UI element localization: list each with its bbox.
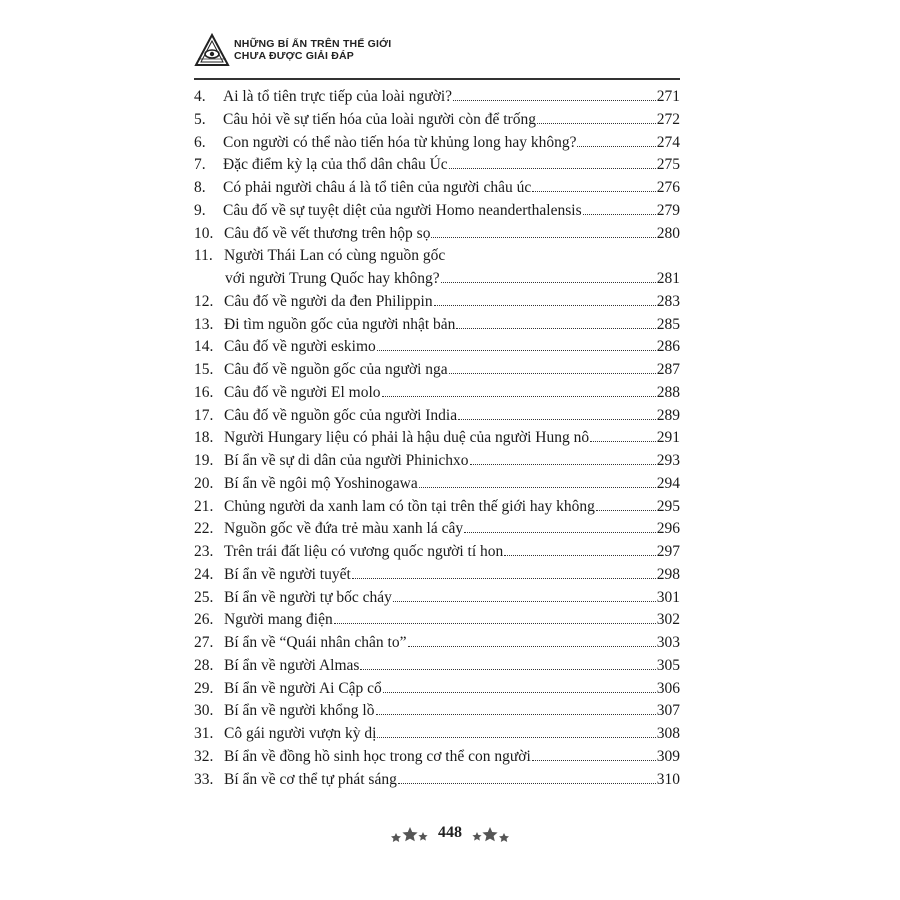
toc-entry: [194, 723, 680, 746]
toc-entry: [194, 655, 680, 678]
toc-entry-title: Câu đố về vết thương trên hộp sọ: [224, 224, 431, 242]
dot-leader: [449, 167, 656, 169]
toc-entry-title: Con người có thể nào tiến hóa từ khủng long hay không?: [223, 133, 577, 151]
toc-entry-title: Đặc điểm kỳ lạ của thổ dân châu Úc: [223, 156, 448, 174]
toc-entry-number: 23.: [194, 543, 214, 560]
toc-entry-page: 291: [656, 429, 680, 447]
dot-leader: [596, 509, 656, 511]
toc-entry: [194, 450, 680, 473]
toc-entry-title: Người Hungary liệu có phải là hậu duệ của người Hung nô: [224, 429, 590, 447]
toc-entry-title: Câu đố về người El molo: [224, 383, 381, 401]
toc-entry-number: 28.: [194, 656, 214, 674]
toc-entry-title: Nguồn gốc về đứa trẻ màu xanh lá cây: [224, 520, 464, 538]
toc-entry-number: 9.: [194, 201, 206, 219]
toc-entry-page: 295: [656, 497, 680, 515]
toc-entry-number: 27.: [194, 634, 214, 651]
toc-entry-number: 7.: [194, 156, 206, 174]
toc-entry-title: Bí ẩn về người Ai Cập cổ: [224, 679, 382, 697]
toc-entry: [194, 132, 680, 155]
toc-entry-title: Bí ẩn về sự di dân của người Phinichxo: [224, 452, 469, 469]
dot-leader: [453, 99, 656, 101]
toc-entry-title: Bí ẩn về người tự bốc cháy: [224, 588, 392, 606]
toc-entry-number: 24.: [194, 565, 214, 583]
star-cluster-icon: [390, 824, 430, 842]
toc-entry: [194, 496, 680, 519]
toc-entry-title: Ai là tổ tiên trực tiếp của loài người?: [223, 88, 453, 105]
toc-entry: [194, 587, 680, 610]
toc-entry: [194, 564, 680, 587]
toc-entry-title: Câu hỏi về sự tiến hóa của loài người còn để trống: [223, 110, 536, 128]
toc-entry-number: 33.: [194, 770, 214, 788]
toc-entry-title: Bí ẩn về đồng hồ sinh học trong cơ thể con người: [224, 747, 531, 765]
dot-leader: [449, 372, 656, 374]
toc-entry-number: 31.: [194, 725, 214, 742]
toc-entry-title: Câu đố về người eskimo: [224, 338, 376, 356]
toc-entry-page: 287: [656, 361, 680, 378]
dot-leader: [360, 668, 655, 670]
dot-leader: [441, 281, 656, 283]
toc-entry-page: 296: [656, 520, 680, 538]
toc-entry: [194, 632, 680, 655]
dot-leader: [408, 645, 656, 647]
toc-entry-page: 283: [656, 292, 680, 310]
toc-entry-page: 297: [656, 543, 680, 560]
toc-entry-number: 32.: [194, 747, 214, 765]
toc-entry-title: Cô gái người vượn kỳ dị: [224, 725, 377, 742]
toc-entry-number: 8.: [194, 179, 206, 196]
toc-entry-title: Bí ẩn về người tuyết: [224, 565, 351, 583]
toc-entry-title: Bí ẩn về cơ thể tự phát sáng: [224, 770, 397, 788]
toc-entry-number: 20.: [194, 474, 214, 492]
toc-entry-number: 6.: [194, 133, 206, 151]
dot-leader: [352, 577, 656, 579]
dot-leader: [383, 691, 656, 693]
dot-leader: [382, 395, 656, 397]
toc-entry: [194, 518, 680, 541]
toc-entry: [194, 382, 680, 405]
dot-leader: [532, 190, 656, 192]
toc-entry-page: 276: [656, 179, 680, 196]
toc-entry-number: 13.: [194, 315, 214, 333]
toc-entry-title: Người mang điện: [224, 611, 333, 629]
toc-entry-title: Có phải người châu á là tổ tiên của người châu úc: [223, 179, 532, 196]
toc-entry-page: 303: [656, 634, 680, 651]
toc-entry: [194, 200, 680, 223]
toc-entry: [194, 769, 680, 792]
toc-entry-page: 275: [656, 156, 680, 174]
toc-entry-number: 19.: [194, 452, 214, 469]
toc-entry-page: 306: [656, 679, 680, 697]
toc-entry: [194, 746, 680, 769]
toc-entry-page: 293: [656, 452, 680, 469]
dot-leader: [434, 304, 656, 306]
toc-entry: [194, 314, 680, 337]
toc-entry-page: 279: [656, 201, 680, 219]
toc-entry-page: 285: [656, 315, 680, 333]
book-title-line2: CHƯA ĐƯỢC GIẢI ĐÁP: [234, 50, 355, 62]
toc-entry: [194, 678, 680, 701]
toc-entry-title: Câu đố về sự tuyệt diệt của người Homo neanderthalensis: [223, 201, 582, 219]
book-title-line1: NHỮNG BÍ ẨN TRÊN THẾ GIỚI: [234, 38, 392, 50]
toc-entry: [194, 154, 680, 177]
dot-leader: [464, 531, 656, 533]
book-title: [234, 38, 391, 62]
toc-entry-number: 5.: [194, 110, 206, 128]
toc-entry: [194, 427, 680, 450]
dot-leader: [334, 622, 656, 624]
toc-entry-number: 16.: [194, 383, 214, 401]
toc-entry-title: Đi tìm nguồn gốc của người nhật bản: [224, 315, 456, 333]
toc-entry-number: 18.: [194, 429, 214, 447]
toc-entry: [194, 291, 680, 314]
dot-leader: [431, 236, 655, 238]
toc-entry-page: 298: [656, 565, 680, 583]
dot-leader: [470, 463, 656, 465]
dot-leader: [532, 759, 656, 761]
dot-leader: [398, 782, 656, 784]
dot-leader: [458, 418, 656, 420]
dot-leader: [590, 440, 656, 442]
page-number: 448: [438, 824, 462, 841]
header-divider: [194, 78, 680, 80]
toc-entry-page: 288: [656, 383, 680, 401]
toc-entry: [194, 336, 680, 359]
dot-leader: [377, 736, 655, 738]
dot-leader: [393, 600, 656, 602]
dot-leader: [583, 213, 656, 215]
toc-entry: [194, 86, 680, 109]
dot-leader: [577, 145, 655, 147]
star-cluster-icon: [470, 824, 510, 842]
toc-entry-page: 294: [656, 474, 680, 492]
toc-entry: [194, 109, 680, 132]
toc-entry-number: 30.: [194, 702, 214, 720]
dot-leader: [377, 349, 656, 351]
eye-pyramid-icon: [194, 33, 230, 67]
toc-entry-title-continued: với người Trung Quốc hay không?: [225, 270, 440, 287]
toc-entry-number: 14.: [194, 338, 214, 356]
toc-entry-number: 11.: [194, 247, 213, 265]
dot-leader: [419, 486, 656, 488]
table-of-contents: [194, 86, 680, 791]
toc-entry: [194, 609, 680, 632]
toc-entry: [194, 223, 680, 246]
dot-leader: [537, 122, 656, 124]
toc-entry-page: 309: [656, 747, 680, 765]
toc-entry-title: Bí ẩn về “Quái nhân chân to”: [224, 634, 407, 651]
toc-entry-number: 10.: [194, 224, 214, 242]
toc-entry-page: 310: [656, 770, 680, 788]
toc-entry-page: 281: [656, 270, 680, 287]
page-footer: [0, 824, 900, 842]
toc-entry-title: Trên trái đất liệu có vương quốc người tí hon: [224, 543, 504, 560]
toc-entry-page: 308: [656, 725, 680, 742]
dot-leader: [504, 554, 655, 556]
toc-entry: [194, 700, 680, 723]
toc-entry-number: 12.: [194, 292, 214, 310]
toc-entry-number: 29.: [194, 679, 214, 697]
toc-entry: [194, 405, 680, 428]
toc-entry-page: 272: [656, 110, 680, 128]
toc-entry-title: Người Thái Lan có cùng nguồn gốc: [224, 247, 446, 265]
toc-entry-title: Bí ẩn về người Almas: [224, 656, 360, 674]
toc-entry: [194, 359, 680, 382]
toc-entry-number: 26.: [194, 611, 214, 629]
toc-entry-title: Chủng người da xanh lam có tồn tại trên thế giới hay không: [224, 497, 595, 515]
toc-entry-title: Bí ẩn về người khổng lồ: [224, 702, 375, 720]
toc-entry-page: 286: [656, 338, 680, 356]
toc-entry-number: 17.: [194, 406, 214, 424]
dot-leader: [456, 327, 655, 329]
toc-entry-number: 22.: [194, 520, 214, 538]
toc-entry-title: Câu đố về nguồn gốc của người nga: [224, 361, 448, 378]
toc-entry: [194, 473, 680, 496]
toc-entry: [194, 177, 680, 200]
toc-entry-page: 274: [656, 133, 680, 151]
toc-entry-title: Bí ẩn về ngôi mộ Yoshinogawa: [224, 474, 418, 492]
toc-entry-number: 4.: [194, 88, 206, 105]
toc-entry-page: 289: [656, 406, 680, 424]
toc-entry-number: 21.: [194, 497, 214, 515]
toc-entry-title: Câu đố về người da đen Philippin: [224, 292, 433, 310]
toc-entry: [194, 541, 680, 564]
toc-entry-number: 25.: [194, 588, 214, 606]
toc-entry-page: 301: [656, 588, 680, 606]
toc-entry-page: 280: [656, 224, 680, 242]
toc-entry-page: 307: [656, 702, 680, 720]
page-header: [194, 30, 391, 70]
toc-entry-title: Câu đố về nguồn gốc của người India: [224, 406, 458, 424]
toc-entry-number: 15.: [194, 361, 214, 378]
toc-entry-page: 302: [656, 611, 680, 629]
toc-entry-page: 271: [656, 88, 680, 105]
dot-leader: [376, 713, 656, 715]
toc-entry-page: 305: [656, 656, 680, 674]
toc-entry: [194, 245, 680, 291]
